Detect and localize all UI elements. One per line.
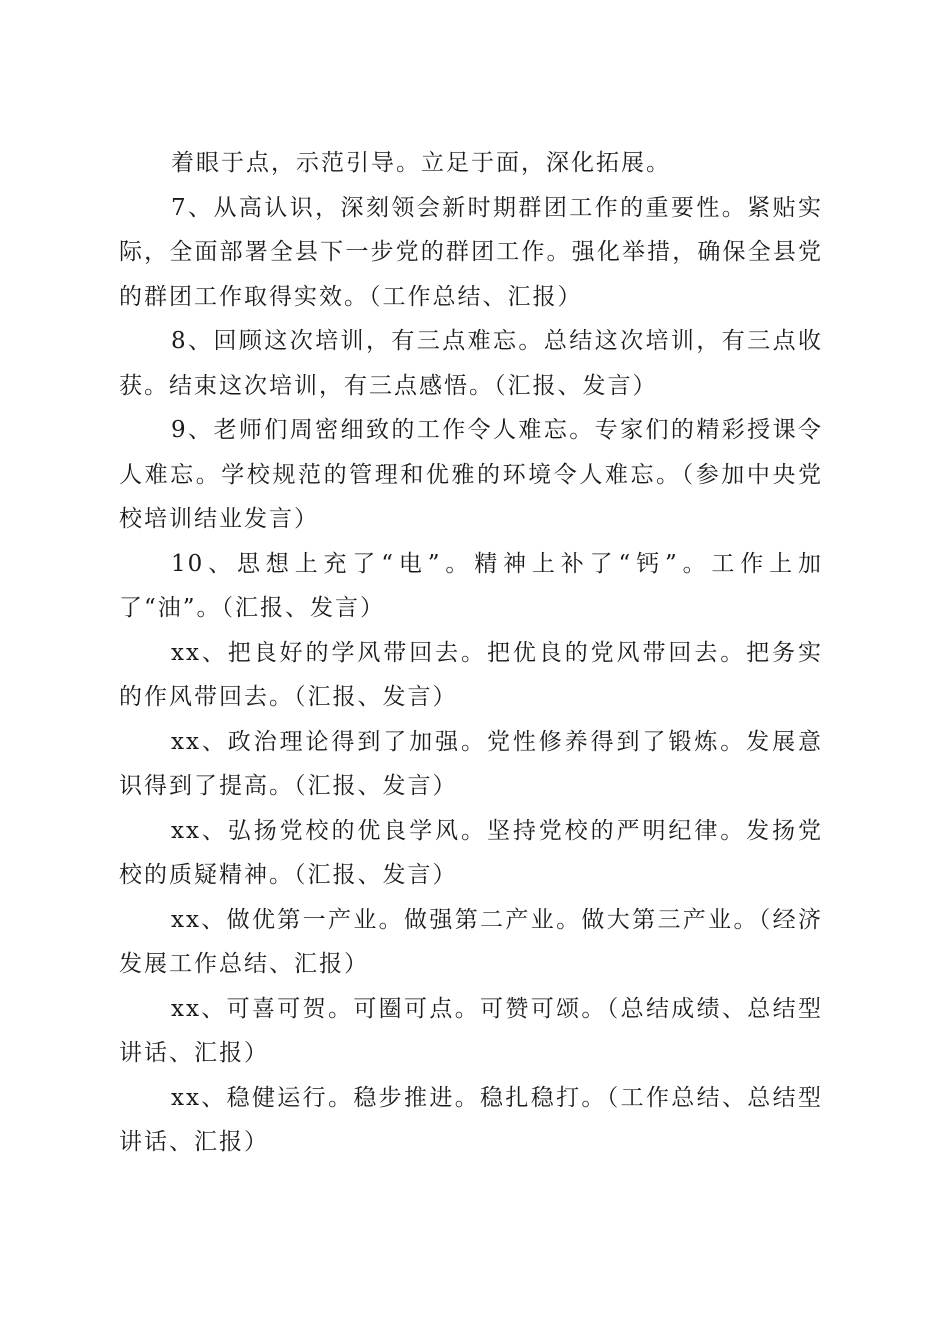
paragraph-10: xx、可喜可贺。可圈可点。可赞可颂。（总结成绩、总结型讲话、汇报） [119,995,823,1066]
paragraph-5: 10、思想上充了“电”。精神上补了“钙”。工作上加了“油”。（汇报、发言） [119,550,823,621]
paragraph-6: xx、把良好的学风带回去。把优良的党风带回去。把务实的作风带回去。（汇报、发言） [119,639,823,710]
paragraph-3: 8、回顾这次培训，有三点难忘。总结这次培训，有三点收获。结束这次培训，有三点感悟。（汇报、发言） [119,328,823,399]
paragraph-2: 7、从高认识，深刻领会新时期群团工作的重要性。紧贴实际，全面部署全县下一步党的群团工作。强化举措，确保全县党的群团工作取得实效。（工作总结、汇报） [119,194,823,310]
paragraph-9: xx、做优第一产业。做强第二产业。做大第三产业。（经济发展工作总结、汇报） [119,906,823,977]
paragraph-1: 着眼于点，示范引导。立足于面，深化拓展。 [171,150,671,176]
document-body [119,141,823,1165]
paragraph-4: 9、老师们周密细致的工作令人难忘。专家们的精彩授课令人难忘。学校规范的管理和优雅的环境令人难忘。（参加中央党校培训结业发言） [119,417,823,532]
paragraph-7: xx、政治理论得到了加强。党性修养得到了锻炼。发展意识得到了提高。（汇报、发言） [119,728,823,799]
paragraph-11: xx、稳健运行。稳步推进。稳扎稳打。（工作总结、总结型讲话、汇报） [119,1084,823,1155]
paragraph-8: xx、弘扬党校的优良学风。坚持党校的严明纪律。发扬党校的质疑精神。（汇报、发言） [119,817,823,888]
